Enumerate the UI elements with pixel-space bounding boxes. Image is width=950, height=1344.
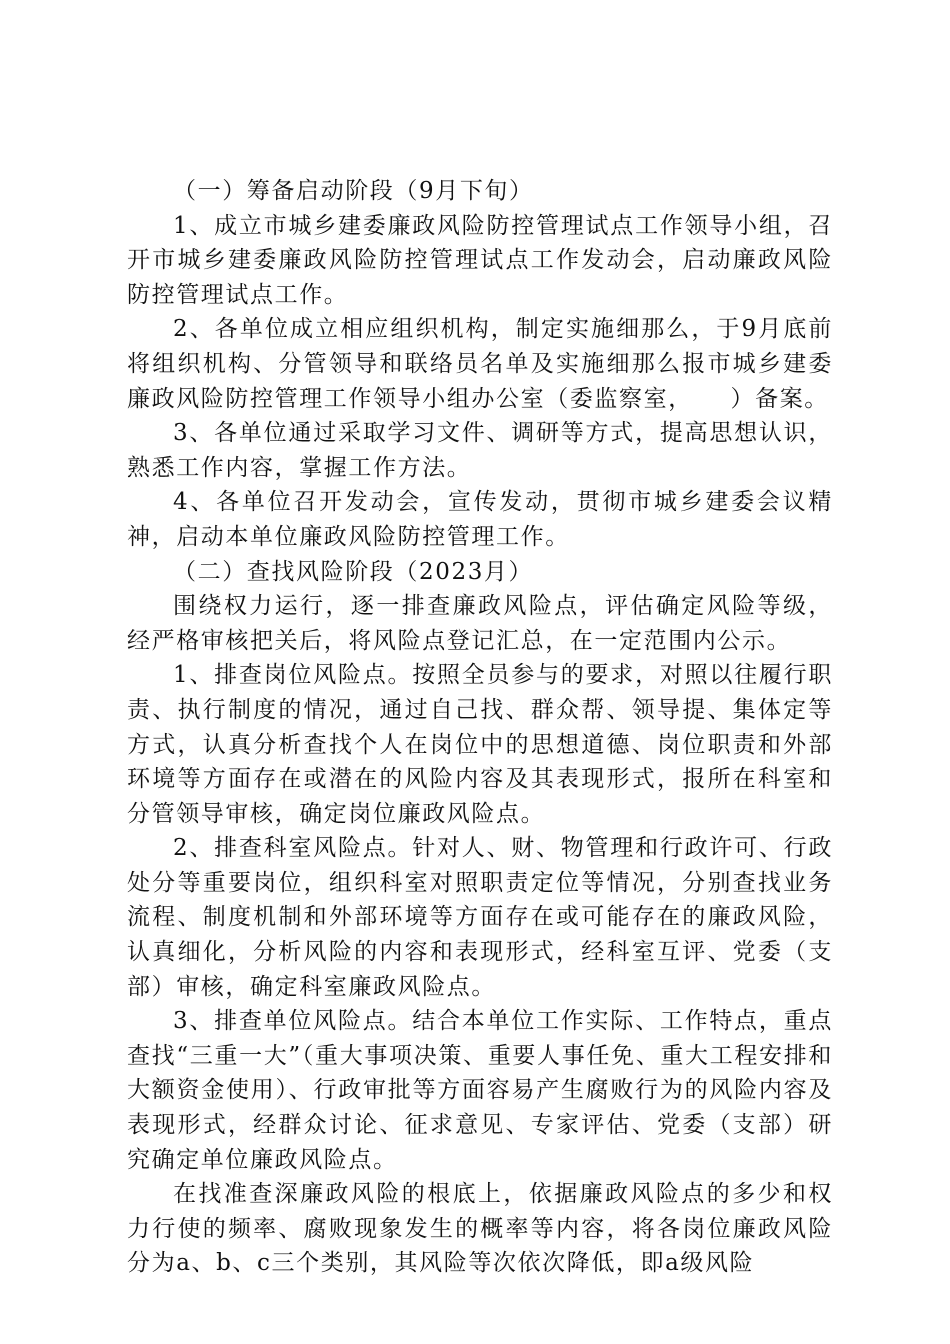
section-heading-preparation: （一）筹备启动阶段（9月下旬）	[173, 178, 534, 204]
paragraph-intro: 围绕权力运行，逐一排查廉政风险点，评估确定风险等级，经严格审核把关后，将风险点登记汇总，在一定范围内公示。	[127, 593, 833, 654]
paragraph-item-2: 2、各单位成立相应组织机构，制定实施细那么，于9月底前将组织机构、分管领导和联络员名单及实施细那么报市城乡建委廉政风险防控管理工作领导小组办公室（委监察室， ）备案。	[127, 316, 833, 412]
section-heading-risk-finding: （二）查找风险阶段（2023月）	[173, 558, 534, 585]
paragraph-item-1: 1、成立市城乡建委廉政风险防控管理试点工作领导小组，召开市城乡建委廉政风险防控管理试点工作发动会，启动廉政风险防控管理试点工作。	[127, 212, 833, 308]
paragraph-unit-risk: 3、排查单位风险点。结合本单位工作实际、工作特点，重点查找“三重一大”（重大事项决策、重要人事任免、重大工程安排和大额资金使用）、行政审批等方面容易产生腐败行为的风险内容及表现形式，经群众讨论、征求意见、专家评估、党委（支部）研究确定单位廉政风险点。	[127, 1008, 833, 1173]
paragraph-post-risk: 1、排查岗位风险点。按照全员参与的要求，对照以往履行职责、执行制度的情况，通过自己找、群众帮、领导提、集体定等方式，认真分析查找个人在岗位中的思想道德、岗位职责和外部环境等方面存在或潜在的风险内容及其表现形式，报所在科室和分管领导审核，确定岗位廉政风险点。	[127, 662, 833, 827]
document-body	[127, 174, 833, 1281]
paragraph-item-4: 4、各单位召开发动会，宣传发动，贯彻市城乡建委会议精神，启动本单位廉政风险防控管理工作。	[127, 489, 833, 550]
paragraph-risk-classification: 在找准查深廉政风险的根底上，依据廉政风险点的多少和权力行使的频率、腐败现象发生的概率等内容，将各岗位廉政风险分为a、b、c三个类别，其风险等次依次降低，即a级风险	[127, 1181, 833, 1277]
paragraph-office-risk: 2、排查科室风险点。针对人、财、物管理和行政许可、行政处分等重要岗位，组织科室对照职责定位等情况，分别查找业务流程、制度机制和外部环境等方面存在或可能存在的廉政风险，认真细化，分析风险的内容和表现形式，经科室互评、党委（支部）审核，确定科室廉政风险点。	[127, 835, 833, 1000]
paragraph-item-3: 3、各单位通过采取学习文件、调研等方式，提高思想认识，熟悉工作内容，掌握工作方法。	[127, 420, 833, 481]
